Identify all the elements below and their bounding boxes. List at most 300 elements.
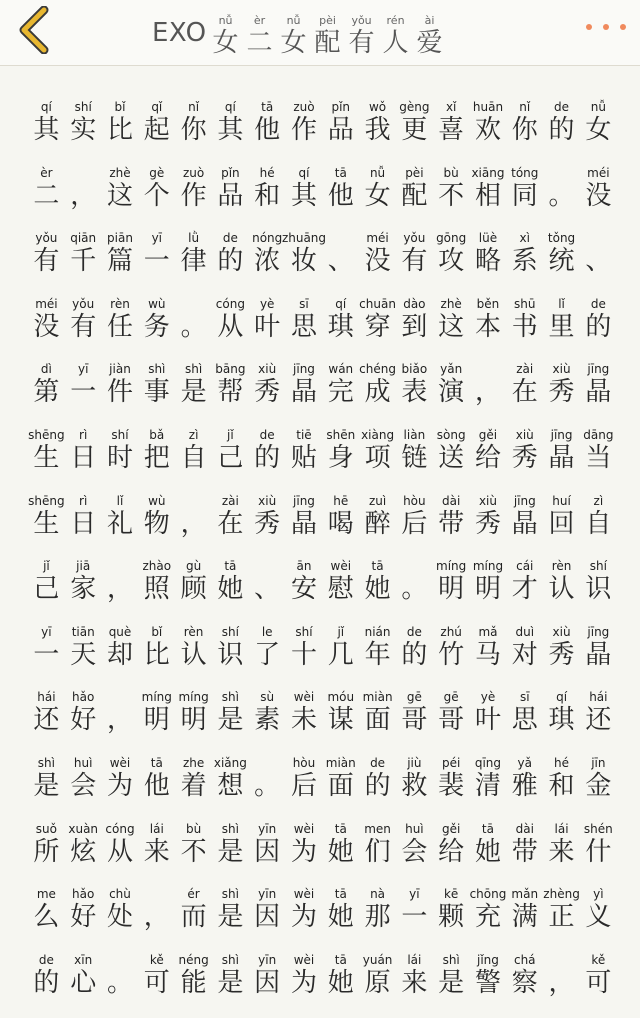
ruby-char xyxy=(322,822,359,888)
dot-icon xyxy=(603,24,609,30)
pinyin: lǜ xyxy=(188,231,200,246)
title-pinyin: pèi xyxy=(319,14,336,27)
hanzi: 欢 xyxy=(474,115,501,145)
hanzi: 是 xyxy=(217,836,244,867)
pinyin: jīn xyxy=(591,755,606,770)
hanzi: 那 xyxy=(364,902,391,933)
ruby-char xyxy=(543,428,580,494)
pinyin: wèi xyxy=(293,690,315,705)
pinyin: shēn xyxy=(326,427,356,442)
ruby-char xyxy=(65,690,102,756)
ruby-char xyxy=(433,297,470,363)
ruby-char xyxy=(286,559,323,625)
pinyin: nǚ xyxy=(369,165,386,180)
hanzi: 更 xyxy=(401,115,428,145)
ruby-char xyxy=(433,822,470,888)
hanzi: 颗 xyxy=(438,902,465,933)
back-button[interactable] xyxy=(14,6,54,54)
text-line xyxy=(28,625,618,691)
ruby-char xyxy=(65,822,102,888)
ruby-char xyxy=(322,494,359,560)
hanzi: ， xyxy=(180,508,207,539)
pinyin: yǎn xyxy=(440,362,463,377)
hanzi: 链 xyxy=(401,442,428,473)
hanzi: 礼 xyxy=(106,508,133,539)
hanzi: 帮 xyxy=(217,377,244,408)
ruby-char xyxy=(28,100,65,166)
ruby-char xyxy=(212,625,249,691)
hanzi: 晶 xyxy=(511,508,538,539)
pinyin: tā xyxy=(334,887,347,902)
pinyin: zhú xyxy=(440,624,462,639)
hanzi: 自 xyxy=(585,508,612,539)
hanzi: 面 xyxy=(364,705,391,736)
pinyin: bǐ xyxy=(114,100,126,114)
ruby-char xyxy=(175,428,212,494)
hanzi: 可 xyxy=(585,967,612,998)
pinyin: yīn xyxy=(258,887,277,902)
ruby-char xyxy=(322,756,359,822)
hanzi: 一 xyxy=(70,377,97,408)
pinyin: shì xyxy=(148,362,166,377)
ruby-char xyxy=(102,428,139,494)
pinyin: huì xyxy=(405,821,424,836)
pinyin: lüè xyxy=(478,231,498,246)
hanzi: 顾 xyxy=(180,574,207,605)
ruby-char xyxy=(470,362,507,428)
article-body xyxy=(28,100,618,1018)
pinyin: shì xyxy=(442,952,460,967)
ruby-char xyxy=(138,887,175,953)
hanzi: 秀 xyxy=(254,508,281,539)
title-han-chars xyxy=(209,14,447,58)
title-hanzi: 人 xyxy=(382,28,409,58)
pinyin: gěi xyxy=(478,427,498,442)
hanzi: 原 xyxy=(364,967,391,998)
pinyin: gē xyxy=(406,690,422,705)
hanzi: 叶 xyxy=(254,311,281,342)
ruby-char xyxy=(433,887,470,953)
ruby-char xyxy=(506,756,543,822)
hanzi: 十 xyxy=(290,639,317,670)
top-navigation-bar xyxy=(0,0,640,66)
title-pinyin: rén xyxy=(386,14,405,27)
title-pinyin: èr xyxy=(253,14,266,27)
ruby-char xyxy=(212,559,249,625)
ruby-char xyxy=(396,625,433,691)
hanzi: 明 xyxy=(438,574,465,605)
pinyin: ān xyxy=(296,559,312,574)
ruby-char xyxy=(396,822,433,888)
pinyin: de xyxy=(38,952,54,967)
hanzi: 在 xyxy=(511,377,538,408)
pinyin: shēng xyxy=(28,427,65,442)
ruby-char xyxy=(175,953,212,1018)
hanzi: 才 xyxy=(511,574,538,605)
pinyin: zhuāng xyxy=(281,231,327,246)
ruby-char xyxy=(543,166,580,232)
hanzi: 可 xyxy=(143,967,170,998)
ruby-char xyxy=(470,231,507,297)
pinyin: lái xyxy=(554,821,569,836)
pinyin: rì xyxy=(79,493,88,508)
hanzi: 照 xyxy=(143,574,170,605)
ruby-char xyxy=(433,953,470,1018)
pinyin: shì xyxy=(221,690,239,705)
pinyin: shí xyxy=(589,559,607,574)
ruby-char xyxy=(286,756,323,822)
text-line xyxy=(28,166,618,232)
ruby-char xyxy=(359,297,396,363)
ruby-char xyxy=(212,887,249,953)
hanzi: 好 xyxy=(70,902,97,933)
ruby-char xyxy=(506,559,543,625)
ruby-char xyxy=(396,297,433,363)
ruby-char xyxy=(28,559,65,625)
hanzi: 想 xyxy=(217,770,244,801)
ruby-char xyxy=(543,887,580,953)
pinyin: jǐng xyxy=(477,952,499,967)
ruby-char xyxy=(506,297,543,363)
pinyin: chuān xyxy=(359,296,396,311)
hanzi: 的 xyxy=(401,639,428,670)
ruby-char xyxy=(322,231,359,297)
ruby-char xyxy=(28,953,65,1018)
hanzi: 妆 xyxy=(290,246,317,277)
hanzi: 日 xyxy=(70,442,97,473)
title-char xyxy=(243,14,277,58)
ruby-char xyxy=(249,690,286,756)
ruby-char xyxy=(322,362,359,428)
pinyin: qiān xyxy=(70,231,97,246)
ruby-char xyxy=(470,822,507,888)
pinyin: shí xyxy=(111,427,129,442)
hanzi: 她 xyxy=(217,574,244,605)
hanzi: ， xyxy=(143,902,170,933)
pinyin: tǒng xyxy=(547,231,576,246)
ruby-char xyxy=(28,428,65,494)
hanzi: 的 xyxy=(254,442,281,473)
pinyin: yǒu xyxy=(72,296,95,311)
ruby-char xyxy=(433,231,470,297)
ruby-char xyxy=(433,494,470,560)
ruby-char xyxy=(470,494,507,560)
pinyin: cóng xyxy=(105,821,135,836)
ruby-char xyxy=(396,756,433,822)
pinyin: chōng xyxy=(469,887,507,902)
ruby-char xyxy=(138,297,175,363)
hanzi: 来 xyxy=(548,836,575,867)
pinyin: chéng xyxy=(359,362,396,377)
hanzi: 是 xyxy=(438,967,465,998)
ruby-char xyxy=(65,559,102,625)
pinyin: dāng xyxy=(583,427,614,442)
hanzi: 、 xyxy=(327,246,354,277)
pinyin: liàn xyxy=(403,427,426,442)
dot-icon xyxy=(586,24,592,30)
hanzi: 作 xyxy=(290,115,317,145)
hanzi: 琪 xyxy=(548,705,575,736)
ruby-char xyxy=(543,231,580,297)
pinyin: sù xyxy=(260,690,275,705)
title-pinyin: nǚ xyxy=(218,14,233,27)
hanzi: 为 xyxy=(290,902,317,933)
hanzi: 晶 xyxy=(290,508,317,539)
hanzi: 心 xyxy=(70,967,97,998)
ruby-char xyxy=(396,100,433,166)
ruby-char xyxy=(249,887,286,953)
ruby-char xyxy=(138,362,175,428)
pinyin: hé xyxy=(259,165,275,180)
hanzi: 实 xyxy=(70,115,97,145)
pinyin: de xyxy=(554,100,570,114)
pinyin: wán xyxy=(328,362,354,377)
ruby-char xyxy=(175,297,212,363)
hanzi: 晶 xyxy=(585,377,612,408)
ruby-char xyxy=(249,297,286,363)
pinyin: pǐn xyxy=(221,165,240,180)
hanzi: 千 xyxy=(70,246,97,277)
pinyin: hòu xyxy=(292,755,316,770)
ruby-char xyxy=(396,362,433,428)
pinyin: de xyxy=(259,427,275,442)
pinyin: dì xyxy=(40,362,52,377)
hanzi: 清 xyxy=(474,770,501,801)
text-line xyxy=(28,297,618,363)
hanzi: 醉 xyxy=(364,508,391,539)
ruby-char xyxy=(543,494,580,560)
hanzi: 秀 xyxy=(548,639,575,670)
pinyin: bù xyxy=(185,821,202,836)
hanzi: 谋 xyxy=(327,705,354,736)
ruby-char xyxy=(580,231,617,297)
pinyin: miàn xyxy=(325,755,356,770)
ruby-char xyxy=(286,822,323,888)
pinyin: zuò xyxy=(293,100,315,114)
ruby-char xyxy=(470,297,507,363)
ruby-char xyxy=(249,625,286,691)
hanzi: 义 xyxy=(585,902,612,933)
pinyin: huí xyxy=(552,493,571,508)
hanzi: ， xyxy=(474,377,501,408)
pinyin: xiù xyxy=(552,362,571,377)
ruby-char xyxy=(28,231,65,297)
hanzi: 了 xyxy=(254,639,281,670)
hanzi: 时 xyxy=(106,442,133,473)
ruby-char xyxy=(175,231,212,297)
ruby-char xyxy=(249,953,286,1018)
ruby-char xyxy=(359,362,396,428)
ruby-char xyxy=(65,953,102,1018)
pinyin: de xyxy=(406,624,422,639)
ruby-char xyxy=(359,428,396,494)
hanzi: 有 xyxy=(401,246,428,277)
pinyin: jiàn xyxy=(109,362,131,377)
hanzi: 喝 xyxy=(327,508,354,539)
hanzi: 律 xyxy=(180,246,207,277)
ruby-char xyxy=(286,887,323,953)
ruby-char xyxy=(470,166,507,232)
ruby-char xyxy=(212,822,249,888)
ruby-char xyxy=(102,559,139,625)
pinyin: xiù xyxy=(258,362,277,377)
hanzi: 因 xyxy=(254,836,281,867)
text-line xyxy=(28,953,618,1018)
hanzi: 后 xyxy=(401,508,428,539)
ruby-char xyxy=(65,231,102,297)
hanzi: 年 xyxy=(364,639,391,670)
pinyin: shì xyxy=(221,887,239,902)
pinyin: tā xyxy=(150,755,163,770)
pinyin: wù xyxy=(148,493,166,508)
pinyin: yè xyxy=(259,296,275,311)
hanzi: 面 xyxy=(327,770,354,801)
pinyin: yì xyxy=(593,887,604,902)
hanzi: 演 xyxy=(438,377,465,408)
pinyin: jǐ xyxy=(337,624,345,639)
pinyin: péi xyxy=(441,755,461,770)
hanzi: 个 xyxy=(143,180,170,211)
ruby-char xyxy=(281,231,327,297)
page-title xyxy=(152,6,447,58)
hanzi: 炫 xyxy=(70,836,97,867)
pinyin: mǎn xyxy=(511,887,539,902)
ruby-char xyxy=(506,953,543,1018)
pinyin: tā xyxy=(261,100,274,114)
hanzi: 品 xyxy=(327,115,354,145)
title-char xyxy=(413,14,447,58)
pinyin: tā xyxy=(334,821,347,836)
ruby-char xyxy=(212,166,249,232)
ruby-char xyxy=(359,690,396,756)
ruby-char xyxy=(102,494,139,560)
pinyin: yīn xyxy=(258,821,277,836)
pinyin: yī xyxy=(77,362,89,377)
ruby-char xyxy=(396,559,433,625)
pinyin: shū xyxy=(514,296,536,311)
pinyin: zhào xyxy=(142,559,172,574)
pinyin: sī xyxy=(299,296,309,311)
ruby-char xyxy=(102,100,139,166)
hanzi: 。 xyxy=(401,574,428,605)
ruby-char xyxy=(543,953,580,1018)
hanzi: 的 xyxy=(33,967,60,998)
pinyin: nǚ xyxy=(590,100,606,114)
ruby-char xyxy=(65,428,102,494)
ruby-char xyxy=(322,297,359,363)
pinyin: bǎ xyxy=(149,427,165,442)
ruby-char xyxy=(286,494,323,560)
pinyin: zuì xyxy=(368,493,387,508)
hanzi: 和 xyxy=(254,180,281,211)
pinyin: dào xyxy=(403,296,426,311)
pinyin: nà xyxy=(370,887,386,902)
ruby-char xyxy=(470,690,507,756)
hanzi: 几 xyxy=(327,639,354,670)
pinyin: zhe xyxy=(182,755,205,770)
more-options-button[interactable] xyxy=(586,16,626,38)
pinyin: jǐ xyxy=(227,427,234,442)
hanzi: 从 xyxy=(106,836,133,867)
ruby-char xyxy=(322,428,359,494)
pinyin: qí xyxy=(556,690,568,705)
ruby-char xyxy=(65,362,102,428)
hanzi: 带 xyxy=(511,836,538,867)
hanzi: 攻 xyxy=(438,246,465,277)
ruby-char xyxy=(580,428,617,494)
ruby-char xyxy=(580,756,617,822)
ruby-char xyxy=(28,297,65,363)
pinyin: gē xyxy=(443,690,459,705)
pinyin: bāng xyxy=(215,362,246,377)
text-line xyxy=(28,428,618,494)
pinyin: huì xyxy=(73,755,93,770)
hanzi: 不 xyxy=(438,180,465,211)
ruby-char xyxy=(249,362,286,428)
hanzi: 二 xyxy=(33,180,60,211)
pinyin: jīng xyxy=(550,427,573,442)
ruby-char xyxy=(175,690,212,756)
pinyin: hòu xyxy=(403,493,426,508)
hanzi: 她 xyxy=(327,967,354,998)
hanzi: 一 xyxy=(143,246,170,277)
pinyin: sī xyxy=(519,690,530,705)
pinyin: nóng xyxy=(252,231,283,246)
hanzi: 她 xyxy=(327,902,354,933)
ruby-char xyxy=(580,100,617,166)
hanzi: 把 xyxy=(143,442,170,473)
hanzi: 晶 xyxy=(548,442,575,473)
hanzi: 相 xyxy=(474,180,501,211)
ruby-char xyxy=(433,690,470,756)
pinyin: zuò xyxy=(182,165,205,180)
ruby-char xyxy=(543,297,580,363)
ruby-char xyxy=(543,362,580,428)
pinyin: wèi xyxy=(330,559,352,574)
pinyin: kě xyxy=(591,952,606,967)
hanzi: 他 xyxy=(143,770,170,801)
ruby-char xyxy=(433,428,470,494)
pinyin: lái xyxy=(149,821,164,836)
pinyin: zhè xyxy=(440,296,462,311)
hanzi: 起 xyxy=(143,115,170,145)
ruby-char xyxy=(212,756,249,822)
pinyin: èr xyxy=(40,165,53,180)
hanzi: 篇 xyxy=(106,246,133,277)
hanzi: ， xyxy=(106,705,133,736)
hanzi: 女 xyxy=(585,115,612,145)
hanzi: 的 xyxy=(364,770,391,801)
ruby-char xyxy=(175,559,212,625)
pinyin: cái xyxy=(516,559,534,574)
hanzi: 事 xyxy=(143,377,170,408)
hanzi: 是 xyxy=(33,770,60,801)
hanzi: 却 xyxy=(106,639,133,670)
ruby-char xyxy=(470,953,507,1018)
pinyin: xiàng xyxy=(361,427,395,442)
hanzi: 其 xyxy=(217,115,244,145)
hanzi: 金 xyxy=(585,770,612,801)
ruby-char xyxy=(580,494,617,560)
hanzi: 。 xyxy=(254,770,281,801)
hanzi: 这 xyxy=(438,311,465,342)
ruby-char xyxy=(580,362,617,428)
hanzi: 比 xyxy=(106,115,133,145)
hanzi: 完 xyxy=(327,377,354,408)
pinyin: yī xyxy=(409,887,420,902)
ruby-char xyxy=(470,887,507,953)
hanzi: ， xyxy=(548,967,575,998)
